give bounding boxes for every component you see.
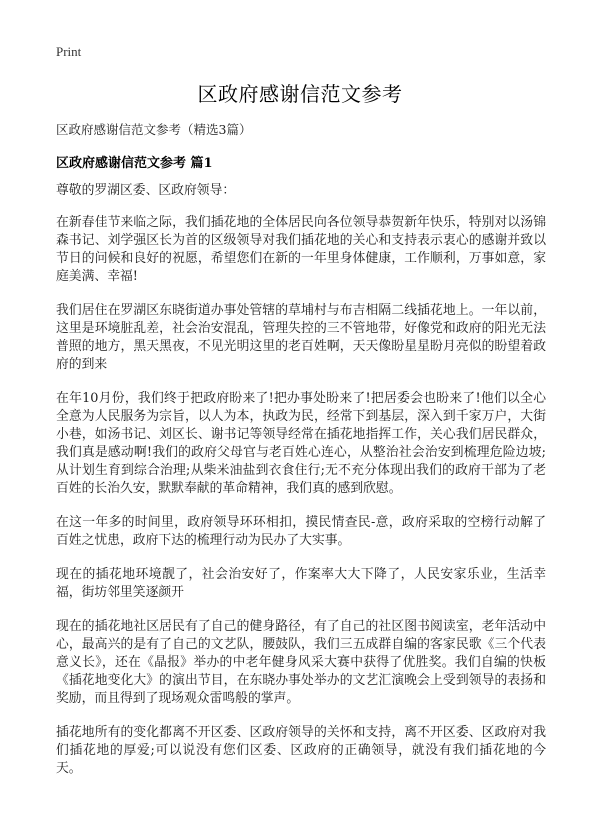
letter-paragraph-5: 现在的插花地环境靓了，社会治安好了，作案率大大下降了，人民安家乐业，生活幸福，街坊邻里笑逐颜开 [56, 567, 546, 600]
letter-paragraph-4: 在这一年多的时间里，政府领导环环相扣，摸民情查民-意，政府采取的空榜行动解了百姓之忧患，政府下达的梳理行动为民办了大实事。 [56, 515, 546, 548]
letter-paragraph-7: 插花地所有的变化都离不开区委、区政府领导的关怀和支持，离不开区委、区政府对我们插花地的厚爱;可以说没有您们区委、区政府的正确领导，就没有我们插花地的今天。 [56, 725, 546, 776]
letter-paragraph-1: 在新春佳节来临之际，我们插花地的全体居民向各位领导恭贺新年快乐，特别对以汤锦森书记、刘学强区长为首的区级领导对我们插花地的关心和支持表示衷心的感谢并致以节日的问候和良好的祝愿，希望您们在新的一年里身体健康，工作顺利，万事如意，家庭美满、幸福! [56, 215, 546, 284]
letter-paragraph-3: 在年10月份，我们终于把政府盼来了!把办事处盼来了!把居委会也盼来了!他们以全心全意为人民服务为宗旨，以人为本，执政为民，经常下到基层，深入到千家万户，大街小巷，如汤书记、刘区长、谢书记等领导经常在插花地指挥工作，关心我们居民群众，我们真是感动啊!我们的政府父母官与老百姓心连心，从整治社会治安到梳理危险边坡;从计划生育到综合治理;从柴米油盐到衣食住行;无不充分体现出我们的政府干部为了老百姓的长治久安，默默奉献的革命精神，我们真的感到欣慰。 [56, 391, 546, 496]
letter-greeting: 尊敬的罗湖区委、区政府领导： [56, 183, 236, 198]
print-link[interactable]: Print [56, 44, 82, 59]
page-title: 区政府感谢信范文参考 [197, 82, 403, 106]
letter-paragraph-6: 现在的插花地社区居民有了自己的健身路径，有了自己的社区图书阅读室，老年活动中心，最高兴的是有了自己的文艺队，腰鼓队，我们三五成群自编的客家民歌《三个代表意义长》，还在《晶报》举办的中老年健身风采大赛中获得了优胜奖。我们自编的快板《插花地变化大》的演出节目，在东晓办事处举办的文艺汇演晚会上受到领导的表扬和奖励，而且得到了现场观众雷鸣般的掌声。 [56, 619, 546, 706]
document-subtitle: 区政府感谢信范文参考（精选3篇） [56, 122, 252, 137]
section-heading: 区政府感谢信范文参考 篇1 [56, 156, 213, 171]
letter-paragraph-2: 我们居住在罗湖区东晓街道办事处管辖的草埔村与布吉相隔二线插花地上。一年以前，这里是环境脏乱差，社会治安混乱，管理失控的三不管地带，好像党和政府的阳光无法普照的地方，黑天黑夜，不见光明这里的老百姓啊，天天像盼星星盼月亮似的盼望着政府的到来 [56, 303, 546, 372]
letter-body [56, 182, 546, 794]
